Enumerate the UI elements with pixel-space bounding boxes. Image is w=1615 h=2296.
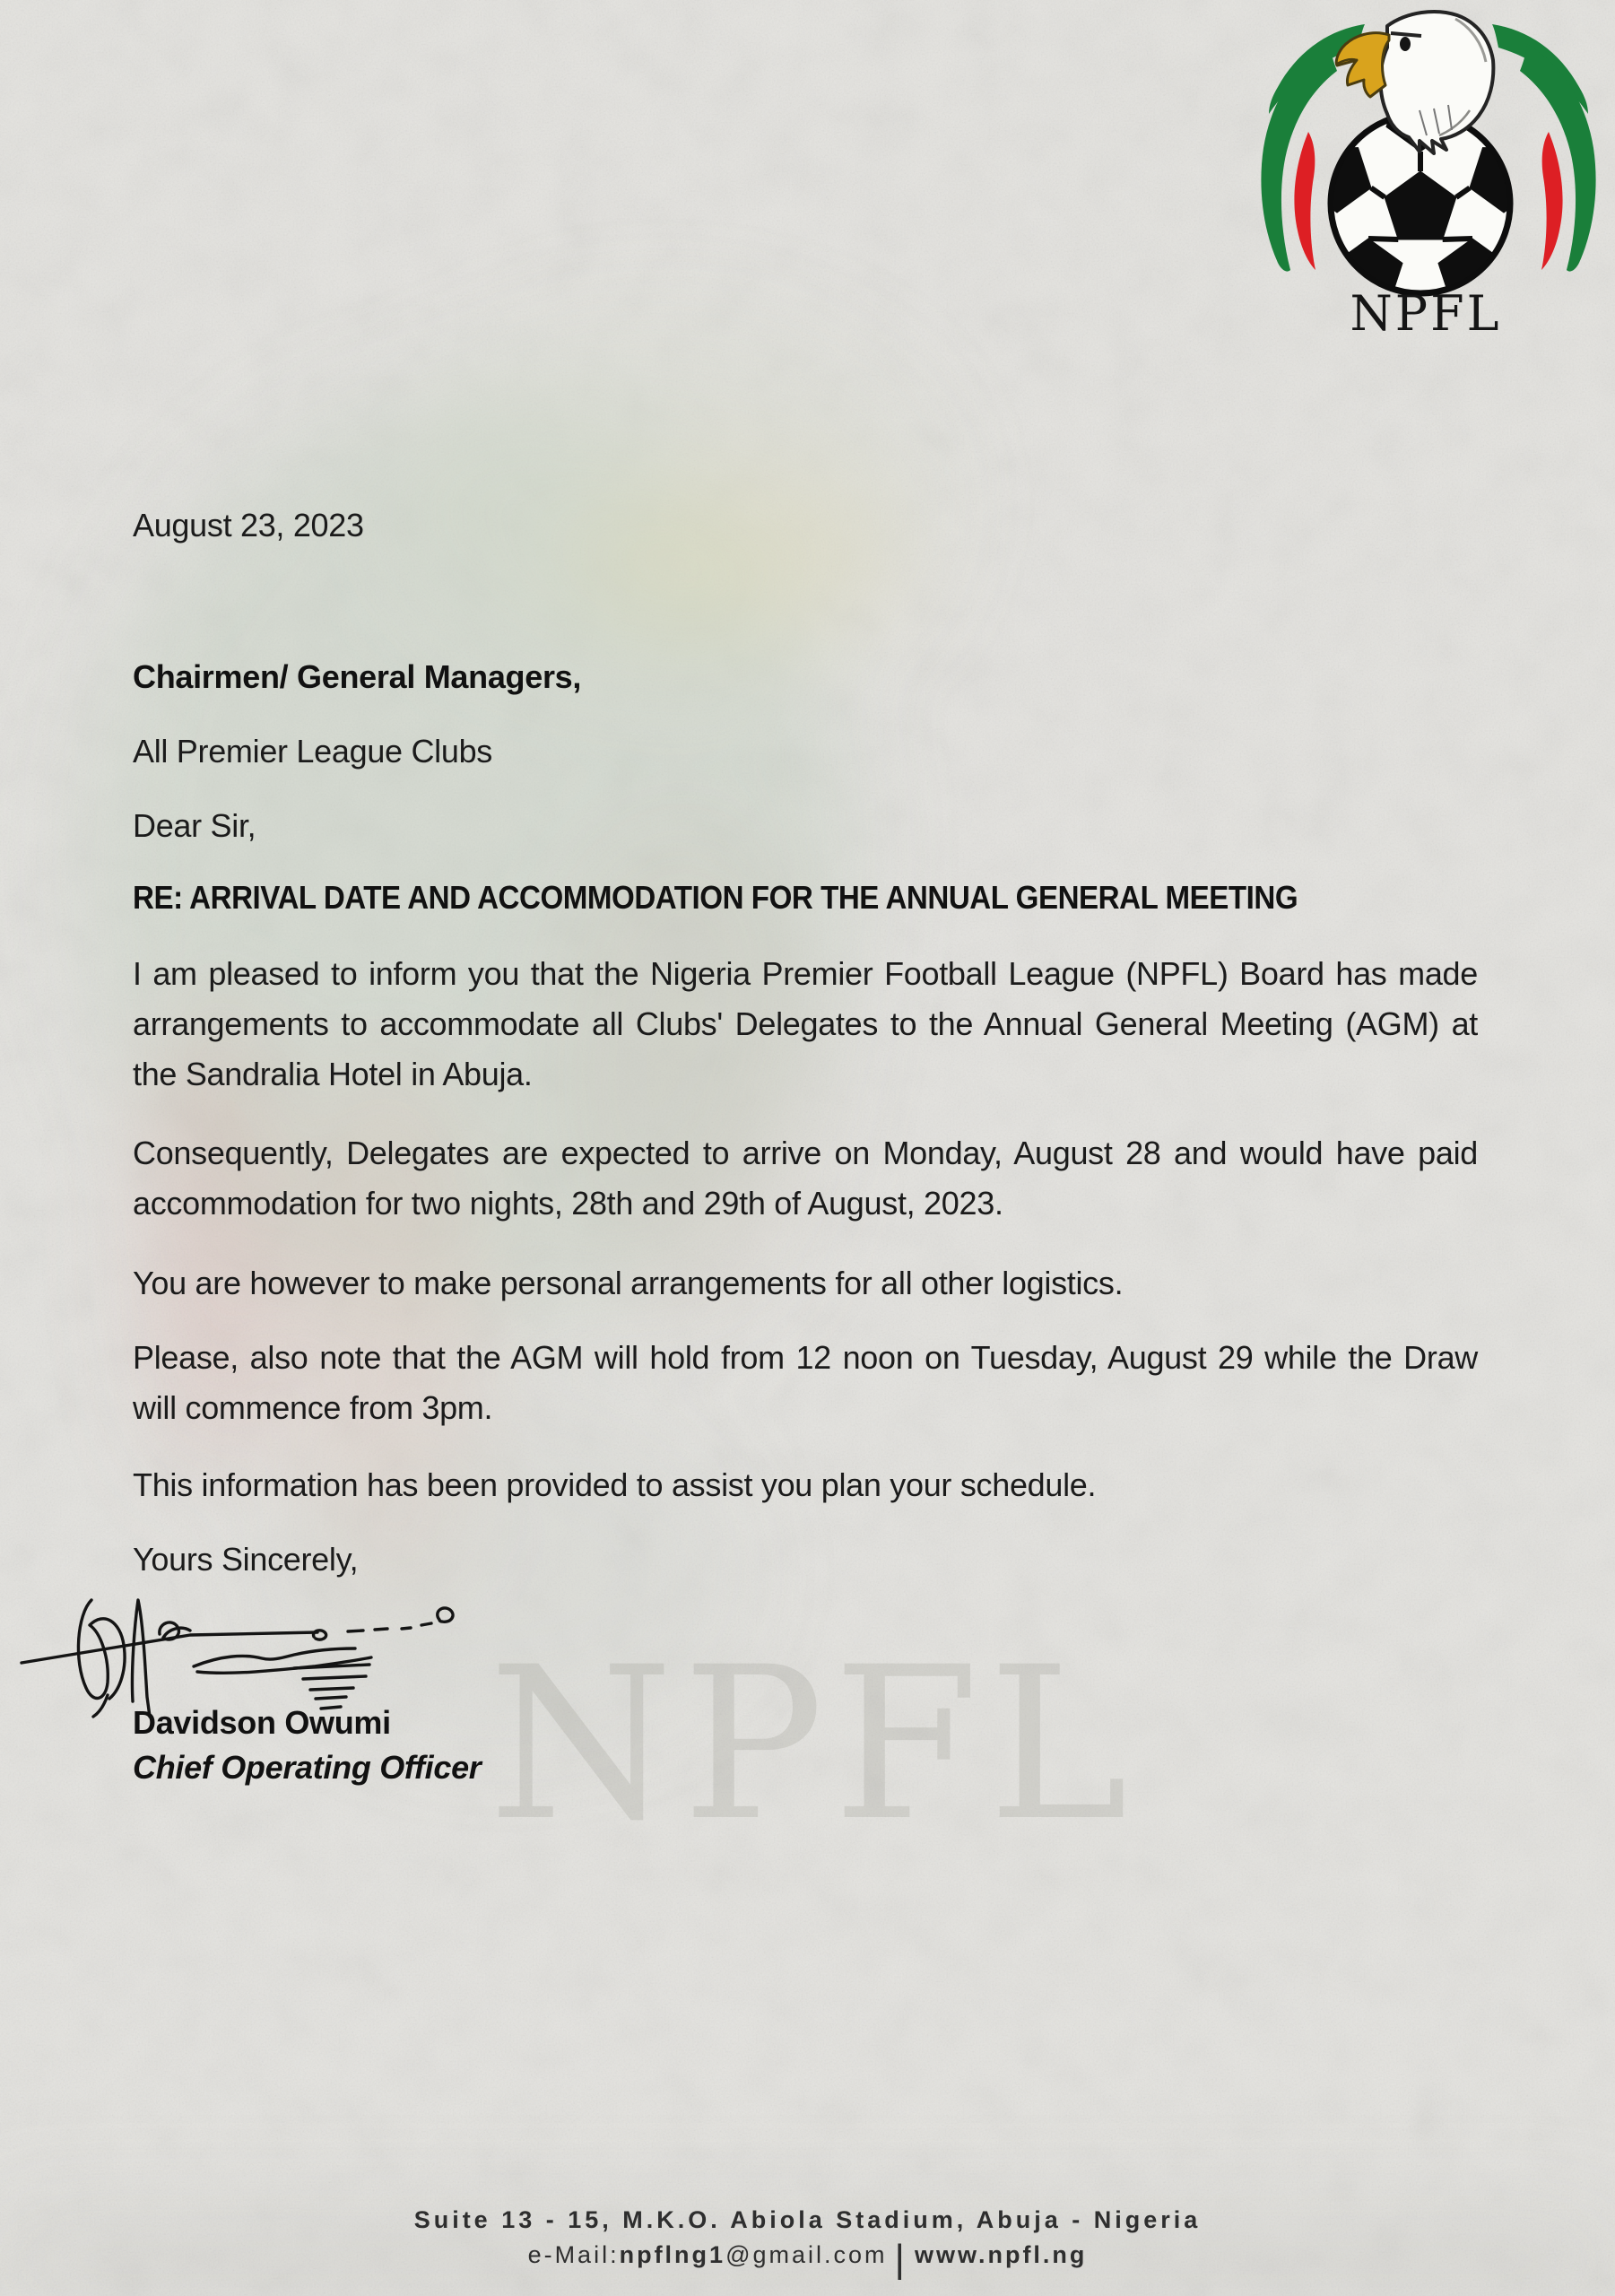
paragraph-5: This information has been provided to assist you plan your schedule. — [133, 1466, 1097, 1503]
email-user: npflng1 — [619, 2241, 726, 2268]
footer-separator: | — [894, 2237, 907, 2281]
paragraph-2: Consequently, Delegates are expected to arrive on Monday, August 28 and would have paid accommodation for two nights, 28th and 29th of August, 2023. — [133, 1135, 1478, 1222]
npfl-logo-graphic — [1244, 4, 1611, 341]
website-text: www.npfl.ng — [914, 2241, 1088, 2268]
footer-address: Suite 13 - 15, M.K.O. Abiola Stadium, Abuja - Nigeria — [413, 2206, 1202, 2233]
recipient-line-2: All Premier League Clubs — [133, 733, 492, 770]
email-domain: @gmail.com — [725, 2241, 888, 2268]
signatory-name: Davidson Owumi — [133, 1704, 391, 1741]
logo-wordmark: NPFL — [1350, 285, 1502, 341]
closing: Yours Sincerely, — [133, 1541, 359, 1578]
paragraph-3: You are however to make personal arrangements for all other logistics. — [133, 1265, 1124, 1301]
npfl-logo — [1244, 4, 1611, 341]
subject-line: RE: ARRIVAL DATE AND ACCOMMODATION FOR THE ANNUAL GENERAL MEETING — [133, 879, 1298, 916]
footer-contact — [0, 2230, 1615, 2280]
paragraph-1: I am pleased to inform you that the Nigeria Premier Football League (NPFL) Board has made arrangements to accommodate all Clubs' Delegates to the Annual General Meeting (AGM) at the Sandralia Hotel in Abuja. — [133, 955, 1478, 1092]
email-label: e-Mail: — [527, 2241, 620, 2268]
signatory-title: Chief Operating Officer — [133, 1749, 482, 1786]
recipient-line-1: Chairmen/ General Managers, — [133, 658, 582, 695]
paragraph-4: Please, also note that the AGM will hold from 12 noon on Tuesday, August 29 while the Draw will commence from 3pm. — [133, 1339, 1478, 1426]
npfl-watermark: NPFL — [489, 1622, 1137, 1867]
salutation: Dear Sir, — [133, 807, 256, 844]
letter-date: August 23, 2023 — [133, 507, 364, 544]
